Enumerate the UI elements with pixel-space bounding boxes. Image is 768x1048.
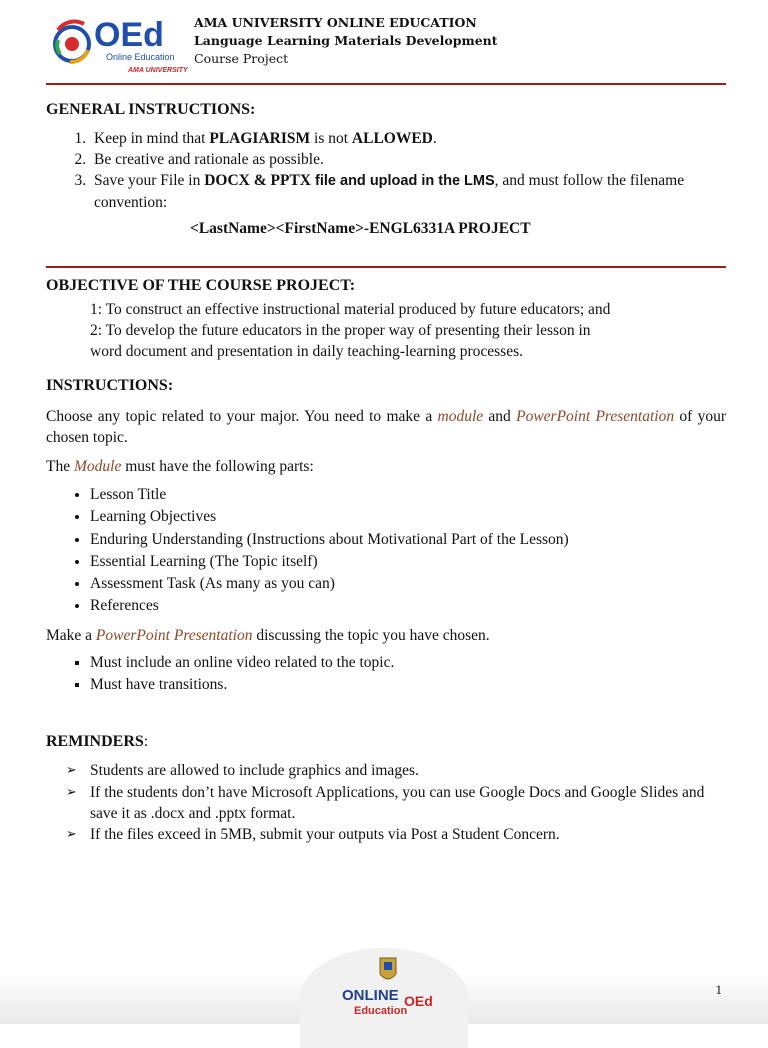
org-name: AMA UNIVERSITY ONLINE EDUCATION (194, 15, 477, 30)
list-item: 1. Keep in mind that PLAGIARISM is not ALLOWED. (90, 128, 750, 149)
footer-logo (336, 956, 440, 1020)
module-parts-list (66, 484, 569, 618)
list-item: • Assessment Task (As many as you can) (90, 573, 569, 595)
header-text (194, 14, 498, 68)
arrow-bullet-icon: ➢ (66, 784, 77, 800)
objective-line-3: word document and presentation in daily teaching-learning processes. (90, 343, 524, 360)
list-item: ➢ If the students don’t have Microsoft Applications, you can use Google Docs and Google Slides and save it as .docx and .pptx format. (66, 783, 705, 822)
objective-title: OBJECTIVE OF THE COURSE PROJECT: (46, 277, 356, 294)
reminders-title: REMINDERS: (46, 733, 149, 750)
list-item: ▪ Must include an online video related to the topic. (90, 652, 394, 674)
list-item: • Essential Learning (The Topic itself) (90, 551, 569, 573)
list-item: 3. Save your File in DOCX & PPTX file and upload in the LMS, and must follow the filename convention: (90, 170, 750, 213)
list-item: • References (90, 595, 569, 617)
list-item: 2. Be creative and rationale as possible. (90, 149, 750, 170)
page-header (46, 8, 726, 78)
svg-text:AMA UNIVERSITY: AMA UNIVERSITY (128, 67, 188, 74)
list-item: ➢ If the files exceed in 5MB, submit your outputs via Post a Student Concern. (66, 826, 560, 843)
arrow-bullet-icon: ➢ (66, 763, 77, 778)
logo-wordmark: OEd (94, 16, 164, 54)
svg-text:ONLINE: ONLINE (342, 987, 399, 1004)
svg-text:Online Education: Online Education (106, 52, 175, 62)
ppt-intro: Make a PowerPoint Presentation discussing the topic you have chosen. (46, 627, 490, 644)
objective-line-2: 2: To develop the future educators in the proper way of presenting their lesson in (90, 322, 591, 339)
ppt-requirements-list (66, 652, 394, 696)
doc-type: Course Project (194, 51, 289, 66)
page-number: 1 (715, 982, 722, 997)
oed-logo (50, 10, 200, 78)
list-item: • Lesson Title (90, 484, 569, 506)
general-instructions-list (66, 128, 750, 213)
svg-text:OEd: OEd (404, 993, 433, 1009)
module-parts-intro: The Module must have the following parts: (46, 458, 314, 475)
filename-convention: <LastName><FirstName>-ENGL6331A PROJECT (190, 220, 531, 237)
objective-line-1: 1: To construct an effective instructional material produced by future educators; and (90, 301, 611, 318)
instructions-paragraph: Choose any topic related to your major. You need to make a module and PowerPoint Presentation of your chosen topic. (46, 408, 726, 446)
reminders-list (66, 760, 726, 846)
list-item: ▪ Must have transitions. (90, 674, 394, 696)
instructions-title: INSTRUCTIONS: (46, 377, 174, 394)
section-divider (46, 266, 726, 268)
list-item: • Enduring Understanding (Instructions about Motivational Part of the Lesson) (90, 529, 569, 551)
header-divider (46, 83, 726, 85)
list-item: ➢ Students are allowed to include graphics and images. (66, 762, 419, 779)
list-item: • Learning Objectives (90, 506, 569, 528)
arrow-bullet-icon: ➢ (66, 827, 77, 842)
course-name: Language Learning Materials Development (194, 33, 498, 48)
svg-text:Education: Education (354, 1005, 408, 1017)
general-instructions-title: GENERAL INSTRUCTIONS: (46, 101, 256, 118)
